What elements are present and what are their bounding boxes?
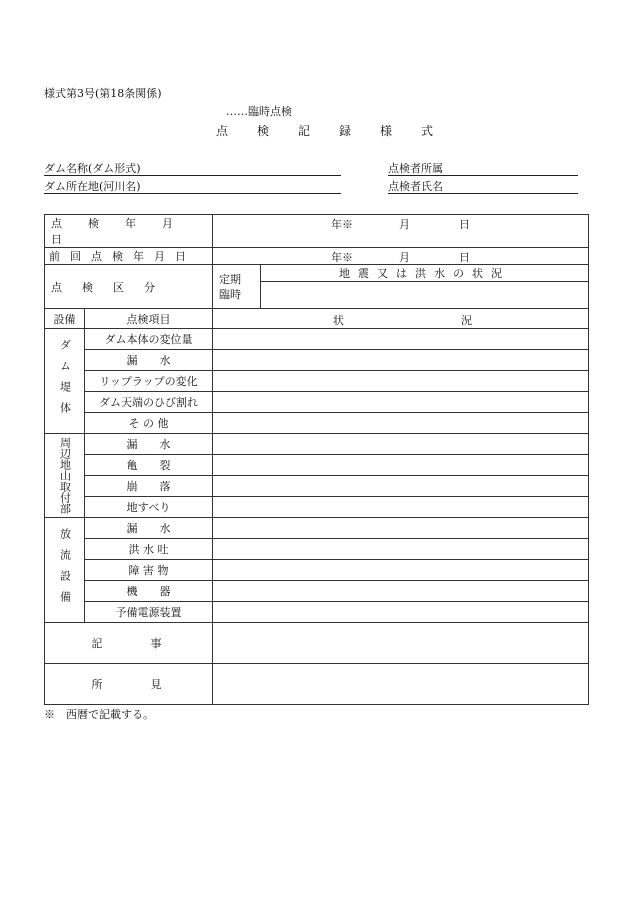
status-cell[interactable] bbox=[213, 602, 589, 623]
item-label: 漏 水 bbox=[85, 518, 213, 539]
column-header-row bbox=[45, 309, 589, 329]
table-row bbox=[45, 434, 589, 455]
item-label: 障 害 物 bbox=[85, 560, 213, 581]
item-label: ダム天端のひび割れ bbox=[85, 392, 213, 413]
status-cell[interactable] bbox=[213, 560, 589, 581]
table-row bbox=[45, 560, 589, 581]
item-label: 漏 水 bbox=[85, 434, 213, 455]
opinion-row bbox=[45, 664, 589, 705]
inspection-record-table bbox=[44, 214, 589, 705]
status-cell[interactable] bbox=[213, 350, 589, 371]
inspect-date-row bbox=[45, 215, 589, 248]
kubun-label: 点検区分 bbox=[45, 265, 213, 309]
table-row bbox=[45, 392, 589, 413]
status-cell[interactable] bbox=[213, 497, 589, 518]
table-row bbox=[45, 581, 589, 602]
item-label: 崩 落 bbox=[85, 476, 213, 497]
quake-flood-cell[interactable] bbox=[261, 282, 589, 309]
dam-name-field[interactable] bbox=[44, 160, 341, 176]
item-label: 亀 裂 bbox=[85, 455, 213, 476]
item-label: 洪 水 吐 bbox=[85, 539, 213, 560]
col-item: 点検項目 bbox=[85, 309, 213, 329]
year-mark: 年※ bbox=[331, 251, 353, 264]
table-row bbox=[45, 371, 589, 392]
status-cell[interactable] bbox=[213, 476, 589, 497]
notes-cell[interactable] bbox=[213, 623, 589, 664]
item-label: そ の 他 bbox=[85, 413, 213, 434]
page-title: 点検記録様式 bbox=[216, 124, 463, 138]
table-row bbox=[45, 476, 589, 497]
form-subtitle: ……臨時点検 bbox=[226, 105, 292, 118]
regular-label: 定期 bbox=[219, 272, 241, 286]
col-status-2: 況 bbox=[461, 314, 472, 327]
inspector-name-field[interactable] bbox=[388, 178, 578, 194]
inspector-affiliation-field[interactable] bbox=[388, 160, 578, 176]
item-label: ダム本体の変位量 bbox=[85, 329, 213, 350]
opinion-label: 所見 bbox=[45, 664, 213, 705]
inspector-name-label: 点検者氏名 bbox=[388, 180, 443, 193]
col-status-1: 状 bbox=[333, 314, 344, 327]
table-row bbox=[45, 518, 589, 539]
item-label: 地すべり bbox=[85, 497, 213, 518]
inspect-date-cell[interactable] bbox=[213, 215, 589, 248]
form-number: 様式第3号(第18条関係) bbox=[44, 87, 162, 100]
item-label: 機 器 bbox=[85, 581, 213, 602]
inspect-date-label: 点検年月日 bbox=[45, 215, 213, 248]
col-equipment: 設備 bbox=[45, 309, 85, 329]
table-row bbox=[45, 413, 589, 434]
status-cell[interactable] bbox=[213, 392, 589, 413]
month-label: 月 bbox=[399, 218, 410, 231]
category-discharge: 放流設備 bbox=[45, 518, 85, 623]
quake-flood-header: 地震又は洪水の状況 bbox=[261, 265, 589, 282]
item-label: リップラップの変化 bbox=[85, 371, 213, 392]
status-cell[interactable] bbox=[213, 434, 589, 455]
prev-date-label: 前回点検年月日 bbox=[45, 248, 213, 265]
status-cell[interactable] bbox=[213, 455, 589, 476]
table-row bbox=[45, 602, 589, 623]
month-label: 月 bbox=[399, 251, 410, 264]
table-row bbox=[45, 329, 589, 350]
inspector-affiliation-label: 点検者所属 bbox=[388, 162, 443, 175]
notes-row bbox=[45, 623, 589, 664]
category-ground: 周辺地山取付部 bbox=[45, 434, 85, 518]
table-row bbox=[45, 539, 589, 560]
prev-date-cell[interactable] bbox=[213, 248, 589, 265]
year-mark: 年※ bbox=[331, 218, 353, 231]
temporary-label: 臨時 bbox=[219, 287, 241, 301]
status-cell[interactable] bbox=[213, 413, 589, 434]
kubun-type-cell[interactable] bbox=[213, 265, 261, 309]
status-cell[interactable] bbox=[213, 539, 589, 560]
table-row bbox=[45, 497, 589, 518]
category-dam: ダム堤体 bbox=[45, 329, 85, 434]
table-row bbox=[45, 350, 589, 371]
dam-location-field[interactable] bbox=[44, 178, 341, 194]
day-label: 日 bbox=[459, 218, 470, 231]
dam-name-label: ダム名称(ダム形式) bbox=[44, 162, 141, 175]
opinion-cell[interactable] bbox=[213, 664, 589, 705]
dam-location-label: ダム所在地(河川名) bbox=[44, 180, 141, 193]
col-status bbox=[213, 309, 589, 329]
notes-label: 記事 bbox=[45, 623, 213, 664]
status-cell[interactable] bbox=[213, 371, 589, 392]
kubun-row-top bbox=[45, 265, 589, 282]
day-label: 日 bbox=[459, 251, 470, 264]
table-row bbox=[45, 455, 589, 476]
prev-date-row bbox=[45, 248, 589, 265]
status-cell[interactable] bbox=[213, 581, 589, 602]
item-label: 漏 水 bbox=[85, 350, 213, 371]
status-cell[interactable] bbox=[213, 518, 589, 539]
status-cell[interactable] bbox=[213, 329, 589, 350]
item-label: 予備電源装置 bbox=[85, 602, 213, 623]
footnote: ※ 西暦で記載する。 bbox=[44, 708, 154, 721]
